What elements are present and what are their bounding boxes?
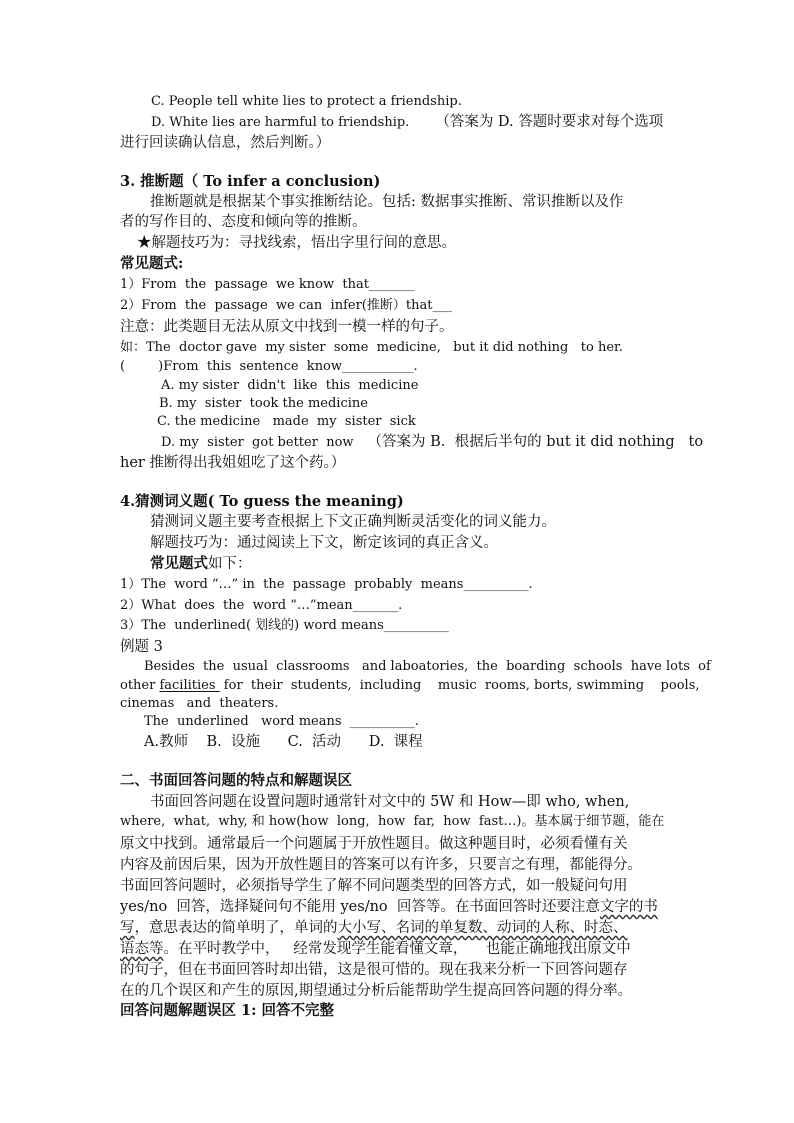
section-3-desc: 推断题就是根据某个事实推断结论。包括: 数据事实推断、常识推断以及作 bbox=[150, 194, 624, 210]
section-3-option-d bbox=[161, 433, 703, 452]
section-3-heading: 3. 推断题（ To infer a conclusion) bbox=[120, 173, 381, 190]
section-3-form-1: 1）From the passage we know that_______ bbox=[120, 277, 415, 292]
section-4-passage-line-2 bbox=[120, 677, 700, 695]
section-3-option-c: C. the medicine made my sister sick bbox=[157, 414, 416, 429]
section-3-form-2: 2）From the passage we can infer(推断）that___ bbox=[120, 298, 452, 313]
option-d-text: D. White lies are harmful to friendship. bbox=[151, 115, 410, 130]
part-2-line-6-marked: 文字的书 bbox=[599, 899, 658, 915]
part-2-line-3: 原文中找到。通常最后一个问题属于开放性题目。做这种题目时，必须看懂有关 bbox=[120, 836, 628, 852]
part-2-line-9: 的句子，但在书面回答时却出错，这是很可惜的。现在我来分析一下回答问题存 bbox=[120, 962, 628, 978]
underlined-word: facilities bbox=[159, 678, 220, 693]
option-c: C. People tell white lies to protect a friendship. bbox=[151, 94, 462, 109]
section-3-answer: （答案为 B. 根据后半句的 but it did nothing to bbox=[367, 434, 704, 450]
part-2-line-10: 在的几个误区和产生的原因,期望通过分析后能帮助学生提高回答问题的得分率。 bbox=[120, 983, 633, 999]
section-3-example-question: ( )From this sentence know___________. bbox=[120, 359, 418, 374]
section-4-form-1: 1）The word “…” in the passage probably means__________. bbox=[120, 577, 533, 592]
section-3-answer-cont: her 推断得出我姐姐吃了这个药。） bbox=[120, 455, 346, 471]
part-2-line-8 bbox=[120, 940, 631, 958]
section-4-passage-line-3: cinemas and theaters. bbox=[120, 696, 279, 711]
part-2-line-7-marked-a: 写 bbox=[120, 920, 135, 936]
part-2-heading: 二、书面回答问题的特点和解题误区 bbox=[120, 772, 352, 789]
section-4-form-2: 2）What does the word “…”mean_______. bbox=[120, 598, 403, 613]
part-2-line-7-marked-b: 大小写、名词的单复数、动词的人称、时态、 bbox=[337, 920, 628, 936]
section-4-tip: 解题技巧为：通过阅读上下文，断定该词的真正含义。 bbox=[150, 535, 498, 551]
section-4-forms bbox=[150, 555, 252, 573]
section-4-heading: 4.猜测词义题( To guess the meaning) bbox=[120, 493, 404, 510]
section-4-forms-suffix: 如下： bbox=[208, 556, 252, 572]
section-3-option-d-text: D. my sister got better now bbox=[161, 435, 354, 450]
section-3-option-b: B. my sister took the medicine bbox=[159, 396, 368, 411]
section-4-form-3: 3）The underlined( 划线的) word means__________ bbox=[120, 618, 449, 633]
section-3-tip: ★解题技巧为：寻找线索，悟出字里行间的意思。 bbox=[137, 235, 456, 251]
passage-text: other bbox=[120, 678, 160, 693]
section-4-example-label: 例题 3 bbox=[120, 639, 163, 655]
section-4-choices: A.教师 B. 设施 C. 活动 D. 课程 bbox=[144, 734, 423, 750]
section-3-desc-cont: 者的写作目的、态度和倾向等的推断。 bbox=[120, 214, 367, 230]
part-2-line-8-text: 。在平时教学中， 经常发现学生能看懂文章， 也能正确地找出原文中 bbox=[163, 941, 631, 957]
section-4-question: The underlined word means __________. bbox=[144, 714, 419, 729]
section-4-forms-label: 常见题式 bbox=[150, 555, 208, 572]
section-4-passage-line-1: Besides the usual classrooms and laboatories, the boarding schools have lots of bbox=[144, 659, 711, 674]
part-2-line-7-text: ，意思表达的简单明了，单词的 bbox=[134, 920, 338, 936]
part-2-subheading: 回答问题解题误区 1: 回答不完整 bbox=[120, 1002, 335, 1019]
option-d-note: （答案为 D. 答题时要求对每个选项 bbox=[435, 114, 664, 130]
section-4-desc: 猜测词义题主要考查根据上下文正确判断灵活变化的词义能力。 bbox=[150, 514, 556, 530]
part-2-line-6 bbox=[120, 898, 658, 916]
option-d-note-cont: 进行回读确认信息，然后判断。） bbox=[120, 135, 331, 151]
part-2-line-4: 内容及前因后果，因为开放性题目的答案可以有许多，只要言之有理，都能得分。 bbox=[120, 857, 642, 873]
part-2-line-2: where, what, why, 和 how(how long, how far, how fast…)。基本属于细节题，能在 bbox=[120, 814, 665, 829]
option-d bbox=[151, 113, 663, 132]
section-3-example-sentence: 如：The doctor gave my sister some medicine, but it did nothing to her. bbox=[120, 340, 623, 355]
section-3-forms-label: 常见题式: bbox=[120, 255, 184, 272]
part-2-line-8-marked: 语态等 bbox=[120, 941, 164, 957]
passage-text: for their students, including music rooms, borts, swimming pools, bbox=[219, 678, 700, 693]
section-3-option-a: A. my sister didn't like this medicine bbox=[161, 378, 419, 393]
part-2-line-1: 书面回答问题在设置问题时通常针对文中的 5W 和 How—即 who, when, bbox=[150, 794, 630, 810]
part-2-line-7 bbox=[120, 919, 628, 937]
section-3-note: 注意：此类题目无法从原文中找到一模一样的句子。 bbox=[120, 319, 454, 335]
part-2-line-6-text: yes/no 回答，选择疑问句不能用 yes/no 回答等。在书面回答时还要注意 bbox=[120, 899, 600, 915]
part-2-line-5: 书面回答问题时，必须指导学生了解不同问题类型的回答方式，如一般疑问句用 bbox=[120, 878, 628, 894]
